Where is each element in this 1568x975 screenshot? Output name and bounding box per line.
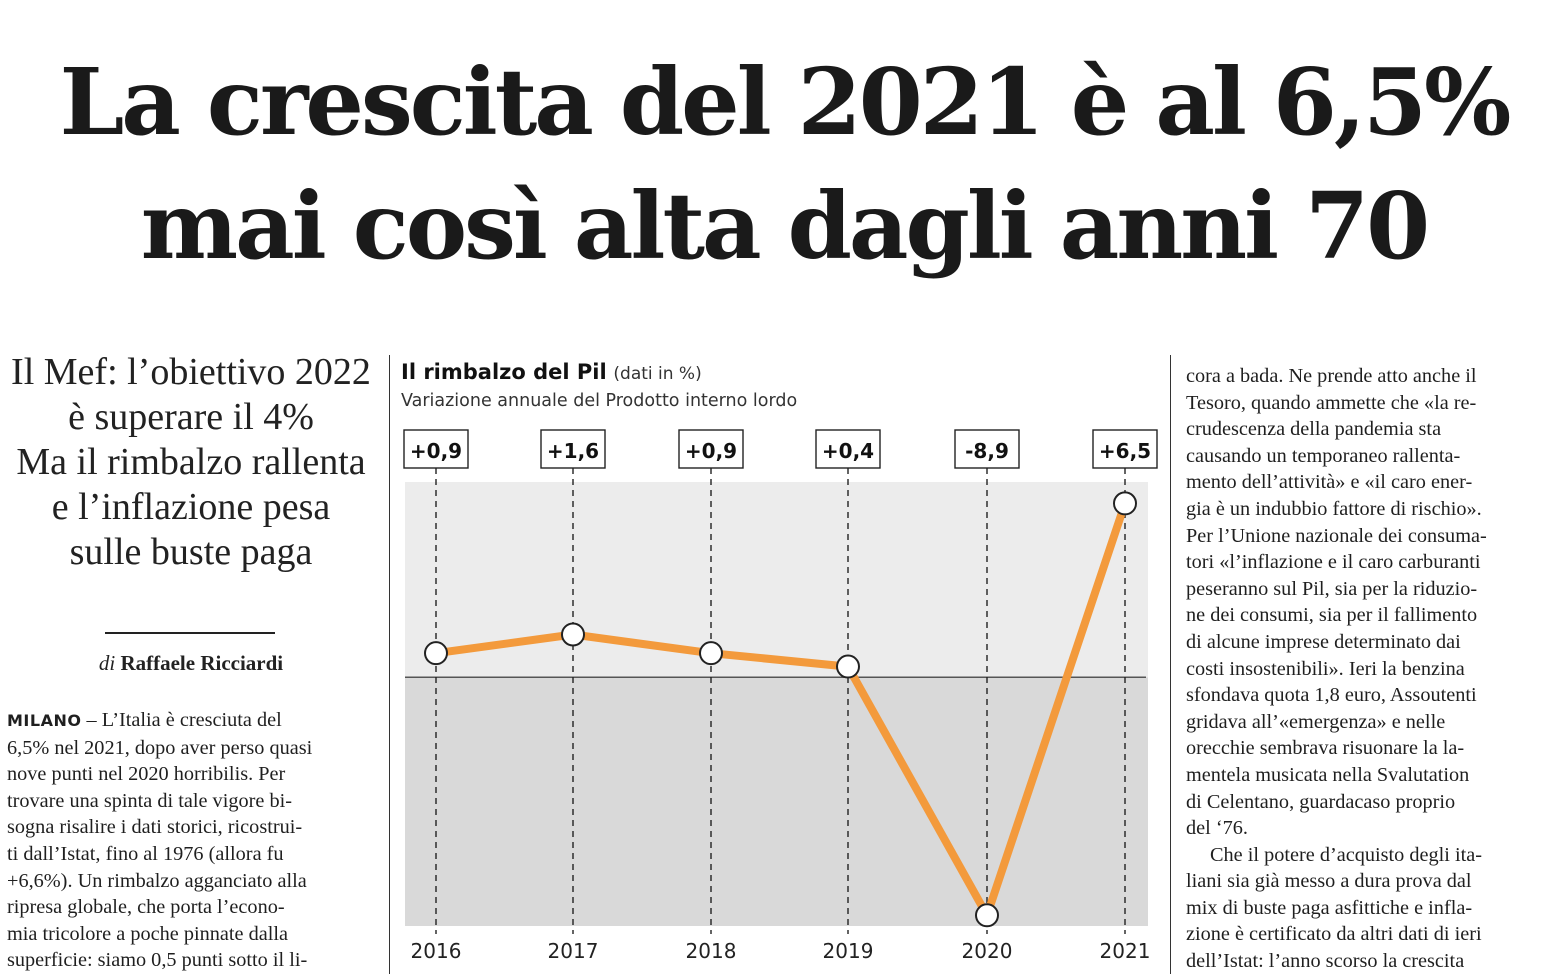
headline-line-1: La crescita del 2021 è al 6,5% [59,48,1509,156]
x-tick-label: 2018 [685,939,737,963]
article-line: zione è certificato da altri dati di ieri [1186,923,1482,946]
article-line: tori «l’inflazione e il caro carburanti [1186,551,1481,574]
data-point [837,656,859,678]
x-tick-label: 2019 [822,939,874,963]
article-line: causando un temporaneo rallenta- [1186,444,1461,467]
data-point [425,642,447,664]
article-line: crudescenza della pandemia sta [1186,418,1442,441]
article-line: gridava all’«emergenza» e nelle [1186,710,1446,733]
article-line: liani sia già messo a dura prova dal [1186,870,1472,893]
x-tick-label: 2016 [410,939,462,963]
article-line: nove punti nel 2020 horribilis. Per [7,763,286,786]
article-line: gia è un indubbio fattore di rischio». [1186,497,1482,520]
right-article-body [1186,363,1558,975]
article-line: superficie: siamo 0,5 punti sotto il li- [7,949,308,972]
chart-title-unit: (dati in %) [613,364,702,384]
article-line: di alcune imprese determinato dai [1186,630,1461,653]
subhead-line: Ma il rimbalzo rallenta [16,441,366,483]
subhead-line: e l’inflazione pesa [51,486,331,528]
article-line: Tesoro, quando ammette che «la re- [1186,391,1477,414]
article-line: ne dei consumi, sia per il fallimento [1186,604,1478,627]
article-line: 6,5% nel 2021, dopo aver perso quasi [7,736,313,759]
byline-author: Raffaele Ricciardi [120,651,284,675]
article-line: di Celentano, guardacaso proprio [1186,790,1456,813]
article-line: Per l’Unione nazionale dei consuma- [1186,524,1487,547]
positive-area-band [405,482,1148,677]
value-label: +6,5 [1098,439,1152,463]
article-line: del ‘76. [1186,817,1248,840]
data-point [700,642,722,664]
value-label: -8,9 [965,439,1009,463]
negative-area-band [405,677,1148,926]
headline-line-2: mai così alta dagli anni 70 [140,172,1428,280]
subhead-line: sulle buste paga [69,531,313,573]
article-line: mia tricolore a poche pinnate dalla [7,922,288,945]
dateline: MILANO [7,711,82,730]
data-point [562,623,584,645]
chart-title-text: Il rimbalzo del Pil [401,360,607,384]
x-tick-label: 2017 [547,939,599,963]
x-tick-label: 2021 [1099,939,1151,963]
value-label: +0,9 [684,439,738,463]
data-point [976,904,998,926]
article-line: costi insostenibili». Ieri la benzina [1186,657,1465,680]
article-line: Che il potere d’acquisto degli ita- [1210,843,1483,866]
value-label: +0,9 [409,439,463,463]
article-line: sogna risalire i dati storici, ricostrui- [7,816,303,839]
article-text: – L’Italia è cresciuta del [81,709,282,731]
article-line: ripresa globale, che porta l’econo- [7,896,285,919]
value-label: +0,4 [821,439,875,463]
byline-prefix: di [98,651,116,675]
article-line: dell’Istat: l’anno scorso la crescita [1186,950,1465,973]
article-line: peseranno sul Pil, sia per la riduzio- [1186,577,1478,600]
chart-subtitle: Variazione annuale del Prodotto interno lordo [401,391,798,411]
x-tick-label: 2020 [961,939,1013,963]
data-point [1114,492,1136,514]
article-line: mento dell’attività» e «il caro ener- [1186,471,1473,494]
article-line: orecchie sembrava risuonare la la- [1186,737,1465,760]
article-line: trovare una spinta di tale vigore bi- [7,789,292,812]
article-line: mentela musicata nella Svalutation [1186,763,1470,786]
article-line: +6,6%). Un rimbalzo agganciato alla [7,869,307,892]
subhead-line: Il Mef: l’obiettivo 2022 [11,351,371,393]
subhead-line: è superare il 4% [68,396,314,438]
article-line: mix di buste paga asfittiche e infla- [1186,896,1473,919]
article-line: ti dall’Istat, fino al 1976 (allora fu [7,842,284,865]
article-line: sfondava quota 1,8 euro, Assoutenti [1186,684,1477,707]
value-label: +1,6 [546,439,600,463]
article-line: cora a bada. Ne prende atto anche il [1186,365,1477,387]
